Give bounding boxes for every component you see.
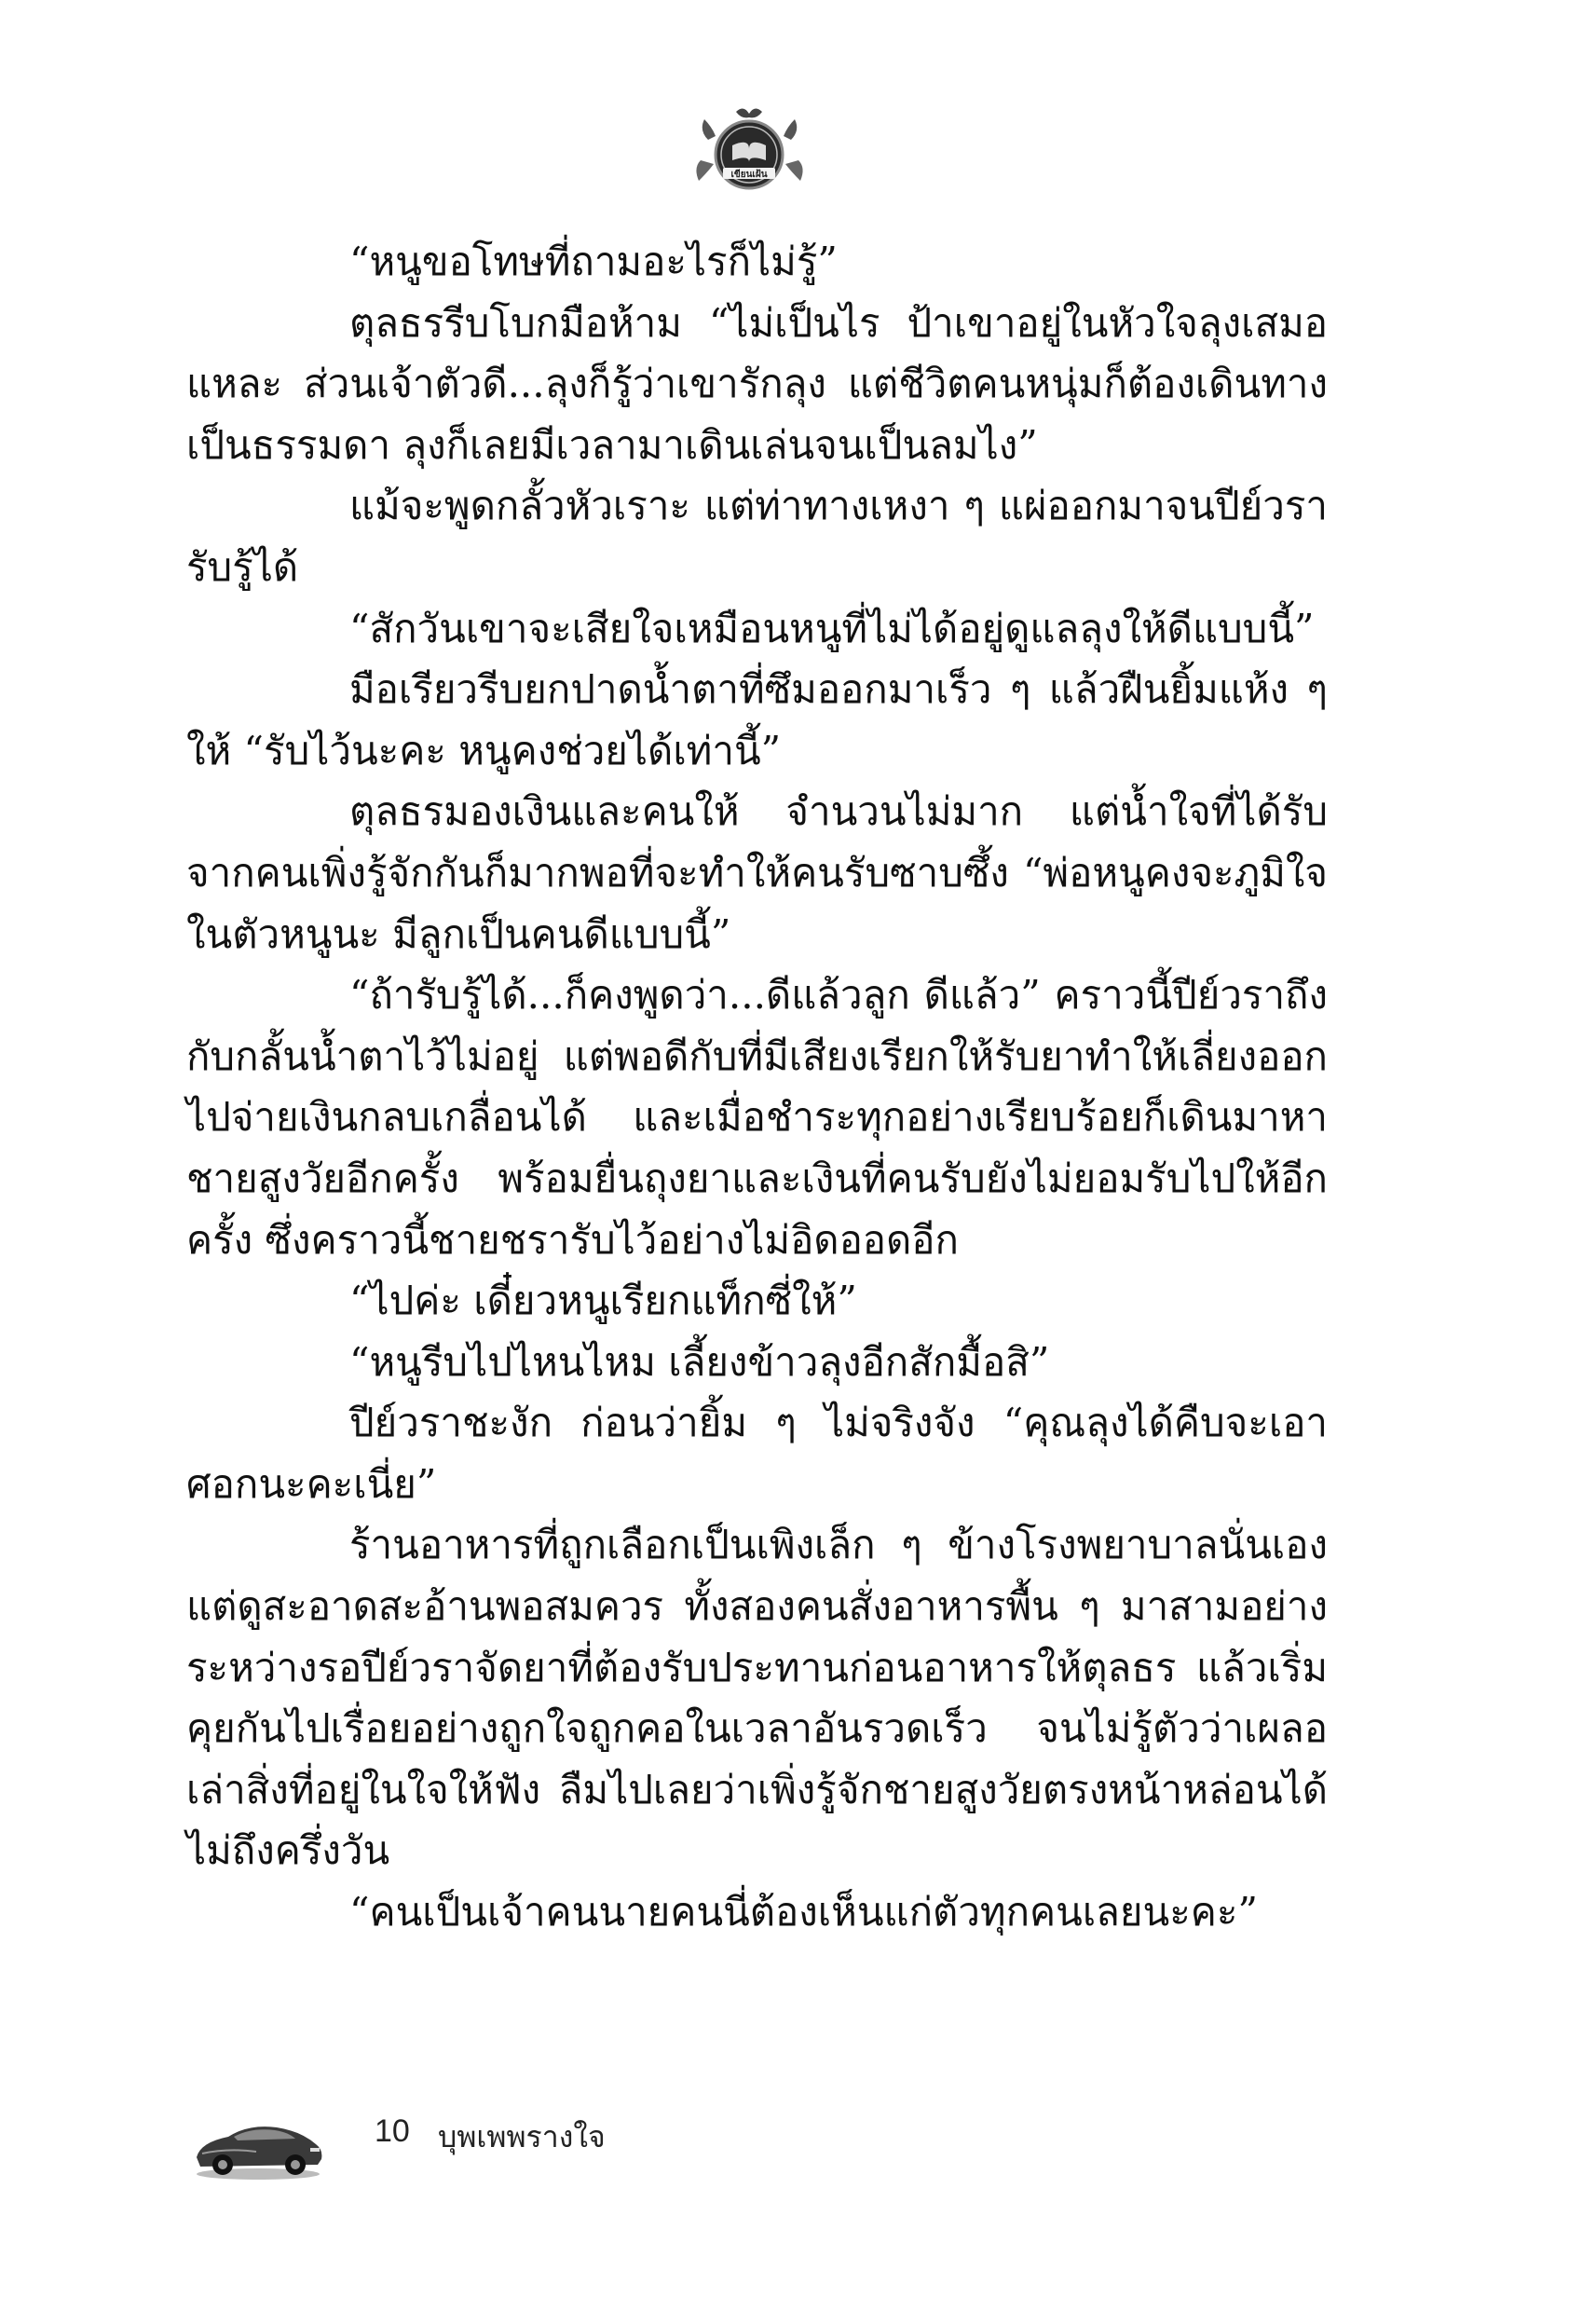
book-title: บุพเพพรางใจ bbox=[438, 2119, 606, 2154]
paragraph: ร้านอาหารที่ถูกเลือกเป็นเพิงเล็ก ๆ ข้างโรงพยาบาลนั่นเอง แต่ดูสะอาดสะอ้านพอสมควร ทั้งสองคนสั่งอาหารพื้น ๆ มาสามอย่าง ระหว่างรอปีย์วราจัดยาที่ต้องรับประทานก่อนอาหารให้ตุลธร แล้วเริ่มคุยกันไปเรื่อยอย่างถูกใจถูกคอในเวลาอันรวดเร็ว จนไม่รู้ตัวว่าเผลอเล่าสิ่งที่อยู่ในใจให้ฟัง ลืมไปเลยว่าเพิ่งรู้จักชายสูงวัยตรงหน้าหล่อนได้ไม่ถึงครึ่งวัน bbox=[186, 1522, 1328, 1874]
paragraph: แม้จะพูดกลั้วหัวเราะ แต่ท่าทางเหงา ๆ แผ่ออกมาจนปีย์วรารับรู้ได้ bbox=[186, 483, 1328, 590]
paragraph: ตุลธรมองเงินและคนให้ จำนวนไม่มาก แต่น้ำใจที่ได้รับจากคนเพิ่งรู้จักกันก็มากพอที่จะทำให้คนรับซาบซึ้ง “พ่อหนูคงจะภูมิใจในตัวหนูนะ มีลูกเป็นคนดีแบบนี้” bbox=[186, 788, 1328, 957]
paragraph: มือเรียวรีบยกปาดน้ำตาที่ซึมออกมาเร็ว ๆ แล้วฝืนยิ้มแห้ง ๆ ให้ “รับไว้นะคะ หนูคงช่วยได้เท่านี้” bbox=[186, 666, 1328, 773]
paragraph: ตุลธรรีบโบกมือห้าม “ไม่เป็นไร ป้าเขาอยู่ในหัวใจลุงเสมอแหละ ส่วนเจ้าตัวดี...ลุงก็รู้ว่าเขารักลุง แต่ชีวิตคนหนุ่มก็ต้องเดินทางเป็นธรรมดา ลุงก็เลยมีเวลามาเดินเล่นจนเป็นลมไง” bbox=[186, 299, 1328, 468]
page-body bbox=[186, 231, 1328, 1943]
paragraph: “หนูขอโทษที่ถามอะไรก็ไม่รู้” bbox=[349, 239, 838, 284]
publisher-logo-icon bbox=[691, 103, 808, 196]
paragraph: “สักวันเขาจะเสียใจเหมือนหนูที่ไม่ได้อยู่ดูแลลุงให้ดีแบบนี้” bbox=[349, 605, 1315, 651]
paragraph: ปีย์วราชะงัก ก่อนว่ายิ้ม ๆ ไม่จริงจัง “คุณลุงได้คืบจะเอาศอกนะคะเนี่ย” bbox=[186, 1400, 1328, 1507]
paragraph: “หนูรีบไปไหนไหม เลี้ยงข้าวลุงอีกสักมื้อสิ” bbox=[349, 1338, 1050, 1385]
page-number: 10 bbox=[375, 2113, 410, 2149]
paragraph: “ไปค่ะ เดี๋ยวหนูเรียกแท็กซี่ให้” bbox=[349, 1278, 857, 1324]
sports-car-icon bbox=[191, 2111, 326, 2181]
logo-text: เขียนเฝ้น bbox=[730, 170, 768, 180]
paragraph: “คนเป็นเจ้าคนนายคนนี่ต้องเห็นแก่ตัวทุกคนเลยนะคะ” bbox=[349, 1889, 1258, 1935]
paragraph: “ถ้ารับรู้ได้...ก็คงพูดว่า...ดีแล้วลูก ดีแล้ว” คราวนี้ปีย์วราถึงกับกลั้นน้ำตาไว้ไม่อยู่ แต่พอดีกับที่มีเสียงเรียกให้รับยาทำให้เลี่ยงออกไปจ่ายเงินกลบเกลื่อนได้ และเมื่อชำระทุกอย่างเรียบร้อยก็เดินมาหาชายสูงวัยอีกครั้ง พร้อมยื่นถุงยาและเงินที่คนรับยังไม่ยอมรับไปให้อีกครั้ง ซึ่งคราวนี้ชายชรารับไว้อย่างไม่อิดออดอีก bbox=[186, 972, 1328, 1263]
